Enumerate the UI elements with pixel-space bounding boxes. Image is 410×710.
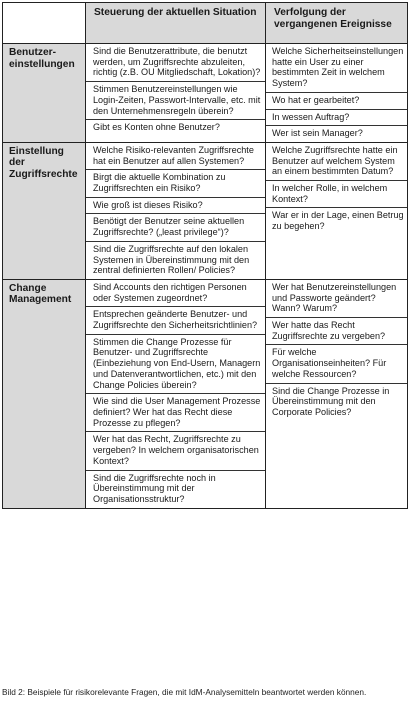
question: Sind die Benutzerattribute, die benutzt werden, um Zugriffsrechte abzuleiten, richtig (z.B. OU Mitgliedschaft, Lokation)? <box>86 44 265 82</box>
cell-past-events <box>266 142 408 279</box>
header-current-situation-label: Steuerung der aktuellen Situation <box>94 7 257 18</box>
question: In welcher Rolle, in welchem Kontext? <box>266 181 407 208</box>
cell-past-events <box>266 44 408 143</box>
question: Entsprechen geänderte Benutzer- und Zugriffsrechte den Sicherheitsrichtlinien? <box>86 307 265 334</box>
row-label-change-management: Change Management <box>3 279 86 508</box>
header-past-events <box>266 3 408 44</box>
question: Stimmen die Change Prozesse für Benutzer- und Zugriffsrechte (Einbeziehung von End-Usern, Managern und Datenverantwortlichen, etc.) mit den Change Policies überein? <box>86 335 265 395</box>
question: Wie groß ist dieses Risiko? <box>86 198 265 215</box>
question: Für welche Organisationseinheiten? Für welche Ressourcen? <box>266 345 407 383</box>
question: Wer ist sein Manager? <box>272 128 363 139</box>
row-zugriffsrechte <box>3 142 408 279</box>
question: In wessen Auftrag? <box>266 110 407 127</box>
row-label-zugriffsrechte: Einstellung der Zugriffsrechte <box>3 142 86 279</box>
header-corner-cell <box>3 3 86 44</box>
question: Welche Risiko-relevanten Zugriffsrechte hat ein Benutzer auf allen Systemen? <box>86 143 265 170</box>
cell-current-situation <box>86 44 266 143</box>
question: Gibt es Konten ohne Benutzer? <box>93 122 220 133</box>
question: Wer hatte das Recht Zugriffsrechte zu vergeben? <box>266 318 407 345</box>
question: Welche Zugriffsrechte hatte ein Benutzer auf welchem System an einem bestimmten Datum? <box>266 143 407 181</box>
question: Sind Accounts den richtigen Personen oder Systemen zugeordnet? <box>86 280 265 307</box>
question: Wer hat das Recht, Zugriffsrechte zu vergeben? In welchem organisatorischen Kontext? <box>86 432 265 470</box>
question: Sind die Zugriffsrechte noch in Übereinstimmung mit der Organisationsstruktur? <box>93 472 216 504</box>
header-current-situation <box>86 3 266 44</box>
question: War er in der Lage, einen Betrug zu begehen? <box>272 210 404 232</box>
risk-questions-table <box>2 2 408 509</box>
row-benutzereinstellungen <box>3 44 408 143</box>
question: Wer hat Benutzereinstellungen und Passworte geändert? Wann? Warum? <box>266 280 407 318</box>
question: Stimmen Benutzereinstellungen wie Login-Zeiten, Passwort-Intervalle, etc. mit den Unternehmensregeln überein? <box>86 82 265 120</box>
question: Sind die Change Prozesse in Übereinstimmung mit den Corporate Policies? <box>272 385 390 417</box>
question: Benötigt der Benutzer seine aktuellen Zugriffsrechte? („least privilege“)? <box>86 214 265 241</box>
cell-current-situation <box>86 142 266 279</box>
question: Birgt die aktuelle Kombination zu Zugriffsrechten ein Risiko? <box>86 170 265 197</box>
question: Welche Sicherheitseinstellungen hatte ein User zu einer bestimmten Zeit in welchem System? <box>266 44 407 93</box>
header-past-events-label: Verfolgung der vergangenen Ereignisse <box>274 7 392 30</box>
table-header-row <box>3 3 408 44</box>
row-label-benutzereinstellungen: Benutzer-einstellungen <box>3 44 86 143</box>
question: Wie sind die User Management Prozesse definiert? Wer hat das Recht diese Prozesse zu pflegen? <box>86 394 265 432</box>
figure-caption: Bild 2: Beispiele für risikorelevante Fragen, die mit IdM-Analysemitteln beantwortet werden können. <box>2 687 367 697</box>
question: Wo hat er gearbeitet? <box>266 93 407 110</box>
cell-current-situation <box>86 279 266 508</box>
question: Sind die Zugriffsrechte auf den lokalen Systemen in Übereinstimmung mit den zentral definierten Rollen/ Policies? <box>93 243 250 276</box>
cell-past-events <box>266 279 408 508</box>
row-change-management <box>3 279 408 508</box>
